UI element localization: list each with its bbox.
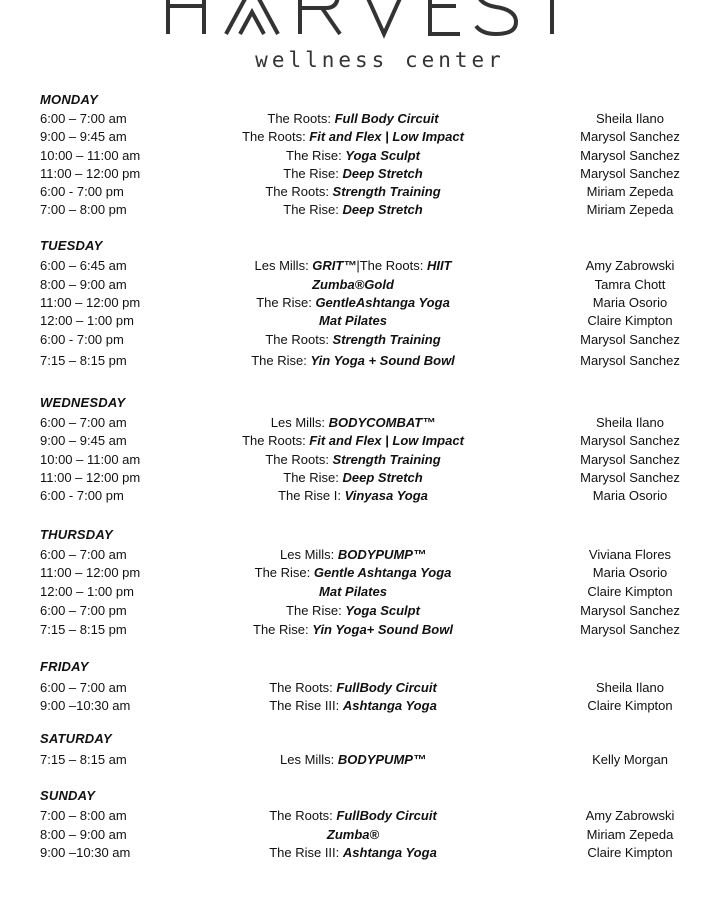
class-time: 11:00 – 12:00 pm: [40, 166, 141, 181]
class-time: 10:00 – 11:00 am: [40, 148, 141, 163]
class-name: [200, 331, 506, 349]
class-row: [0, 844, 720, 862]
class-time: 11:00 – 12:00 pm: [40, 295, 141, 310]
class-time: 6:00 – 7:00 am: [40, 415, 127, 430]
class-name: [200, 469, 506, 487]
class-name: [200, 564, 506, 582]
class-row: [0, 432, 720, 450]
class-name: [200, 807, 506, 825]
class-name: [200, 414, 506, 432]
instructor-name: Maria Osorio: [592, 488, 668, 503]
class-title: Strength Training: [332, 332, 441, 347]
class-program: The Rise III:: [269, 698, 343, 713]
class-row: [0, 583, 720, 601]
class-title: Ashtanga Yoga: [342, 698, 437, 713]
instructor-name: Marysol Sanchez: [580, 470, 680, 485]
instructor-name: Marysol Sanchez: [580, 452, 680, 467]
class-title: Zumba®: [326, 827, 380, 842]
class-name: [200, 128, 506, 146]
class-program: The Rise:: [283, 166, 343, 181]
class-title: Yoga Sculpt: [345, 148, 420, 163]
instructor-name: Marysol Sanchez: [580, 353, 680, 368]
class-time: 9:00 – 9:45 am: [40, 129, 127, 144]
instructor-name: Claire Kimpton: [587, 845, 673, 860]
class-row: [0, 352, 720, 370]
class-program: The Rise:: [286, 148, 346, 163]
class-row: [0, 183, 720, 201]
class-row: [0, 257, 720, 275]
instructor-name: Marysol Sanchez: [580, 332, 680, 347]
class-program: The Rise:: [251, 353, 311, 368]
class-title: Deep Stretch: [342, 470, 423, 485]
class-name: [200, 201, 506, 219]
class-time: 7:15 – 8:15 am: [40, 752, 127, 767]
class-name: [200, 583, 506, 601]
instructor-name: Miriam Zepeda: [586, 184, 674, 199]
class-program: The Roots:: [242, 433, 310, 448]
instructor-name: Claire Kimpton: [587, 584, 673, 599]
instructor-name: Sheila Ilano: [596, 111, 664, 126]
class-program: The Roots:: [269, 680, 337, 695]
class-program: The Rise:: [286, 603, 346, 618]
class-time: 6:00 – 7:00 pm: [40, 603, 127, 618]
class-row: [0, 451, 720, 469]
instructor-name: Marysol Sanchez: [580, 603, 680, 618]
instructor-name: Kelly Morgan: [592, 752, 668, 767]
instructor-name: Amy Zabrowski: [585, 808, 675, 823]
class-program: The Rise III:: [269, 845, 343, 860]
class-time: 6:00 - 7:00 pm: [40, 184, 124, 199]
class-row: [0, 826, 720, 844]
class-name: [200, 451, 506, 469]
class-title: Vinyasa Yoga: [344, 488, 428, 503]
day-heading: SATURDAY: [40, 731, 112, 746]
class-program: Les Mills:: [280, 752, 338, 767]
class-time: 11:00 – 12:00 pm: [40, 470, 141, 485]
class-title: Yin Yoga + Sound Bowl: [310, 353, 455, 368]
instructor-name: Viviana Flores: [588, 547, 672, 562]
class-time: 6:00 – 7:00 am: [40, 680, 127, 695]
instructor-name: Maria Osorio: [592, 295, 668, 310]
class-time: 6:00 – 6:45 am: [40, 258, 127, 273]
class-title: Strength Training: [332, 184, 441, 199]
instructor-name: Claire Kimpton: [587, 313, 673, 328]
class-row: [0, 128, 720, 146]
class-row: [0, 807, 720, 825]
class-title: HIIT: [426, 258, 452, 273]
class-row: [0, 294, 720, 312]
class-title: FullBody Circuit: [336, 808, 437, 823]
harvest-logo: [160, 0, 580, 40]
class-program: The Rise:: [283, 202, 343, 217]
class-title: BODYPUMP™: [337, 752, 426, 767]
class-program: The Roots:: [269, 808, 337, 823]
instructor-name: Marysol Sanchez: [580, 166, 680, 181]
class-time: 10:00 – 11:00 am: [40, 452, 141, 467]
day-heading: TUESDAY: [40, 238, 103, 253]
class-title: GRIT™: [312, 258, 357, 273]
class-name: [200, 352, 506, 370]
class-title: BODYPUMP™: [337, 547, 426, 562]
class-name: [200, 751, 506, 769]
class-name: [200, 546, 506, 564]
class-name: [200, 147, 506, 165]
class-title: Ashtanga Yoga: [342, 845, 437, 860]
class-program: The Roots:: [265, 184, 333, 199]
class-time: 12:00 – 1:00 pm: [40, 313, 134, 328]
class-name: [200, 621, 506, 639]
instructor-name: Miriam Zepeda: [586, 202, 674, 217]
day-heading: WEDNESDAY: [40, 395, 126, 410]
class-row: [0, 469, 720, 487]
class-time: 6:00 – 7:00 am: [40, 547, 127, 562]
class-name: [200, 679, 506, 697]
class-title: BODYCOMBAT™: [328, 415, 436, 430]
class-program: The Rise:: [256, 295, 316, 310]
class-row: [0, 602, 720, 620]
class-name: [200, 697, 506, 715]
class-program: The Roots:: [265, 332, 333, 347]
class-program: Les Mills:: [254, 258, 313, 273]
class-row: [0, 546, 720, 564]
class-row: [0, 331, 720, 349]
class-program: Les Mills:: [270, 415, 329, 430]
class-title: Deep Stretch: [342, 202, 423, 217]
tagline: wellness center: [255, 48, 505, 72]
instructor-name: Marysol Sanchez: [580, 433, 680, 448]
class-program: The Roots:: [267, 111, 335, 126]
class-title: Deep Stretch: [342, 166, 423, 181]
class-row: [0, 165, 720, 183]
class-title: Yin Yoga+ Sound Bowl: [312, 622, 453, 637]
class-name: [200, 312, 506, 330]
instructor-name: Marysol Sanchez: [580, 129, 680, 144]
class-row: [0, 312, 720, 330]
instructor-name: Miriam Zepeda: [586, 827, 674, 842]
class-time: 6:00 – 7:00 am: [40, 111, 127, 126]
class-time: 9:00 – 9:45 am: [40, 433, 127, 448]
class-name: [200, 826, 506, 844]
class-row: [0, 276, 720, 294]
instructor-name: Maria Osorio: [592, 565, 668, 580]
class-title: FullBody Circuit: [336, 680, 437, 695]
class-time: 11:00 – 12:00 pm: [40, 565, 141, 580]
class-program: The Rise:: [253, 622, 313, 637]
day-heading: SUNDAY: [40, 788, 96, 803]
class-row: [0, 564, 720, 582]
day-heading: FRIDAY: [40, 659, 89, 674]
instructor-name: Amy Zabrowski: [585, 258, 675, 273]
class-name: [200, 165, 506, 183]
class-name: [200, 432, 506, 450]
class-title: GentleAshtanga Yoga: [315, 295, 450, 310]
instructor-name: Marysol Sanchez: [580, 148, 680, 163]
class-row: [0, 621, 720, 639]
class-name: [200, 183, 506, 201]
class-row: [0, 414, 720, 432]
class-program: |The Roots:: [356, 258, 427, 273]
instructor-name: Claire Kimpton: [587, 698, 673, 713]
class-title: Yoga Sculpt: [345, 603, 420, 618]
class-time: 7:15 – 8:15 pm: [40, 622, 127, 637]
day-heading: THURSDAY: [40, 527, 113, 542]
class-name: [200, 276, 506, 294]
class-program: The Rise:: [254, 565, 314, 580]
class-title: Full Body Circuit: [334, 111, 439, 126]
class-time: 12:00 – 1:00 pm: [40, 584, 134, 599]
class-name: [200, 110, 506, 128]
header: [0, 0, 720, 80]
class-row: [0, 201, 720, 219]
day-heading: MONDAY: [40, 92, 99, 107]
class-title: Fit and Flex | Low Impact: [309, 129, 464, 144]
class-title: Fit and Flex | Low Impact: [309, 433, 464, 448]
class-row: [0, 487, 720, 505]
class-row: [0, 679, 720, 697]
class-name: [200, 487, 506, 505]
class-name: [200, 602, 506, 620]
class-title: Mat Pilates: [319, 313, 387, 328]
class-time: 7:15 – 8:15 pm: [40, 353, 127, 368]
class-title: Mat Pilates: [319, 584, 387, 599]
class-time: 7:00 – 8:00 pm: [40, 202, 127, 217]
class-program: Les Mills:: [280, 547, 338, 562]
class-time: 6:00 - 7:00 pm: [40, 488, 124, 503]
instructor-name: Tamra Chott: [594, 277, 666, 292]
class-title: Gentle Ashtanga Yoga: [313, 565, 452, 580]
class-time: 8:00 – 9:00 am: [40, 827, 127, 842]
class-program: The Roots:: [265, 452, 333, 467]
class-title: Zumba®Gold: [312, 277, 394, 292]
class-name: [200, 844, 506, 862]
class-title: Strength Training: [332, 452, 441, 467]
svg-text:HARVEST: HARVEST: [160, 39, 165, 40]
class-time: 7:00 – 8:00 am: [40, 808, 127, 823]
class-program: The Rise:: [283, 470, 343, 485]
instructor-name: Marysol Sanchez: [580, 622, 680, 637]
instructor-name: Sheila Ilano: [596, 415, 664, 430]
class-row: [0, 751, 720, 769]
class-time: 9:00 –10:30 am: [40, 845, 131, 860]
class-time: 6:00 - 7:00 pm: [40, 332, 124, 347]
class-program: The Roots:: [242, 129, 310, 144]
class-row: [0, 697, 720, 715]
class-row: [0, 147, 720, 165]
class-program: The Rise I:: [278, 488, 345, 503]
class-name: [200, 294, 506, 312]
class-name: [200, 257, 506, 275]
instructor-name: Sheila Ilano: [596, 680, 664, 695]
class-time: 9:00 –10:30 am: [40, 698, 131, 713]
class-row: [0, 110, 720, 128]
class-time: 8:00 – 9:00 am: [40, 277, 127, 292]
